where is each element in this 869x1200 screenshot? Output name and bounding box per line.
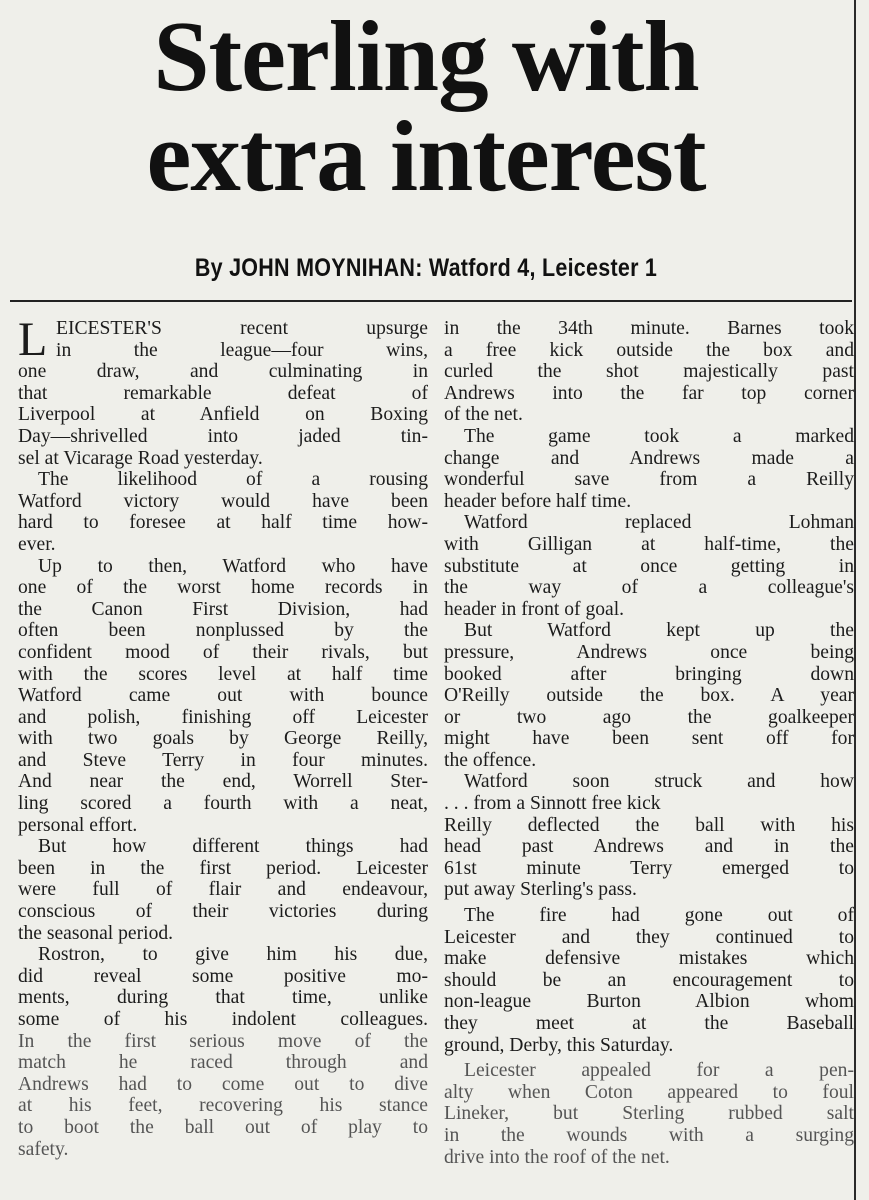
text-line: should be an encouragement to [444, 969, 854, 991]
text-line: the way of a colleague's [444, 577, 854, 599]
text-line: in the wounds with a surging [444, 1124, 854, 1146]
text-line: head past Andrews and in the [444, 836, 854, 858]
text-line: But Watford kept up the [464, 620, 854, 642]
text-line: Day—shrivelled into jaded tin- [18, 425, 428, 447]
headline [0, 0, 852, 212]
text-line: wonderful save from a Reilly [444, 469, 854, 491]
text-line: But how different things had [38, 836, 428, 858]
text-line: curled the shot majestically past [444, 361, 854, 383]
text-line: Up to then, Watford who have [38, 555, 428, 577]
text-line: Watford came out with bounce [18, 685, 428, 707]
text-line: non-league Burton Albion whom [444, 991, 854, 1013]
text-line: Liverpool at Anfield on Boxing [18, 404, 428, 426]
text-line: of the net. [444, 404, 523, 426]
text-line: The fire had gone out of [464, 905, 854, 927]
text-line: Watford victory would have been [18, 490, 428, 512]
text-line: one of the worst home records in [18, 577, 428, 599]
text-line: The game took a marked [464, 425, 854, 447]
column-rule-right [854, 0, 856, 1200]
text-line: header in front of goal. [444, 598, 625, 620]
text-line: at his feet, recovering his stance [18, 1095, 428, 1117]
text-line: sel at Vicarage Road yesterday. [18, 447, 263, 469]
text-line: The likelihood of a rousing [38, 469, 428, 491]
text-line: might have been sent off for [444, 728, 854, 750]
text-line: alty when Coton appeared to foul [444, 1081, 854, 1103]
text-line: change and Andrews made a [444, 447, 854, 469]
text-line: And near the end, Worrell Ster- [18, 771, 428, 793]
text-line: Leicester appealed for a pen- [464, 1060, 854, 1082]
text-line: did reveal some positive mo- [18, 965, 428, 987]
text-line: put away Sterling's pass. [444, 879, 637, 901]
text-line: personal effort. [18, 814, 138, 836]
text-line: drive into the roof of the net. [444, 1146, 670, 1168]
text-line: Andrews into the far top corner [444, 382, 854, 404]
text-line: in the league—four wins, [56, 339, 428, 361]
text-line: Leicester and they continued to [444, 926, 854, 948]
text-line: hard to foresee at half time how- [18, 512, 428, 534]
text-line: Watford replaced Lohman [464, 512, 854, 534]
text-line: In the first serious move of the [18, 1030, 428, 1052]
text-line: substitute at once getting in [444, 555, 854, 577]
text-line: been in the first period. Leicester [18, 857, 428, 879]
text-line: safety. [18, 1138, 69, 1160]
byline: By JOHN MOYNIHAN: Watford 4, Leicester 1 [194, 254, 658, 282]
article-column-left [18, 313, 428, 1160]
drop-cap: L [18, 313, 48, 366]
text-line: Lineker, but Sterling rubbed salt [444, 1103, 854, 1125]
byline-rule [10, 300, 852, 302]
text-line: with Gilligan at half-time, the [444, 533, 854, 555]
text-line: and polish, finishing off Leicester [18, 706, 428, 728]
text-line: and Steve Terry in four minutes. [18, 749, 428, 771]
text-line: the seasonal period. [18, 922, 174, 944]
headline-line-2: extra interest [146, 100, 706, 212]
text-line: Rostron, to give him his due, [38, 944, 428, 966]
article-column-right [444, 318, 854, 1168]
text-line: Andrews had to come out to dive [18, 1073, 428, 1095]
text-line: the Canon First Division, had [18, 598, 428, 620]
text-line: some of his indolent colleagues. [18, 1009, 428, 1030]
text-line: pressure, Andrews once being [444, 641, 854, 663]
text-line: make defensive mistakes which [444, 948, 854, 970]
text-line: header before half time. [444, 490, 632, 512]
text-line: match he raced through and [18, 1052, 428, 1074]
text-line: were full of flair and endeavour, [18, 879, 428, 901]
text-line: O'Reilly outside the box. A year [444, 685, 854, 707]
text-line: with two goals by George Reilly, [18, 728, 428, 750]
text-line: with the scores level at half time [18, 663, 428, 685]
text-line: ever. [18, 533, 56, 555]
text-line: one draw, and culminating in [18, 361, 428, 383]
text-line: that remarkable defeat of [18, 382, 428, 404]
text-line: often been nonplussed by the [18, 620, 428, 642]
text-line: they meet at the Baseball [444, 1013, 854, 1034]
text-line: ments, during that time, unlike [18, 987, 428, 1009]
text-line: or two ago the goalkeeper [444, 706, 854, 728]
text-line: in the 34th minute. Barnes took [444, 318, 854, 339]
text-line: a free kick outside the box and [444, 339, 854, 361]
headline-line-1: Sterling with [153, 0, 699, 112]
text-line: booked after bringing down [444, 663, 854, 685]
text-line: ling scored a fourth with a neat, [18, 793, 428, 815]
text-line: 61st minute Terry emerged to [444, 857, 854, 879]
text-line: . . . from a Sinnott free kick [444, 793, 661, 815]
text-line: Watford soon struck and how [464, 771, 854, 793]
text-line: confident mood of their rivals, but [18, 641, 428, 663]
text-line: ground, Derby, this Saturday. [444, 1034, 674, 1056]
text-line: to boot the ball out of play to [18, 1116, 428, 1138]
text-line: EICESTER'S recent upsurge [56, 318, 428, 339]
text-line: Reilly deflected the ball with his [444, 814, 854, 836]
text-line: conscious of their victories during [18, 901, 428, 923]
text-line: the offence. [444, 749, 537, 771]
